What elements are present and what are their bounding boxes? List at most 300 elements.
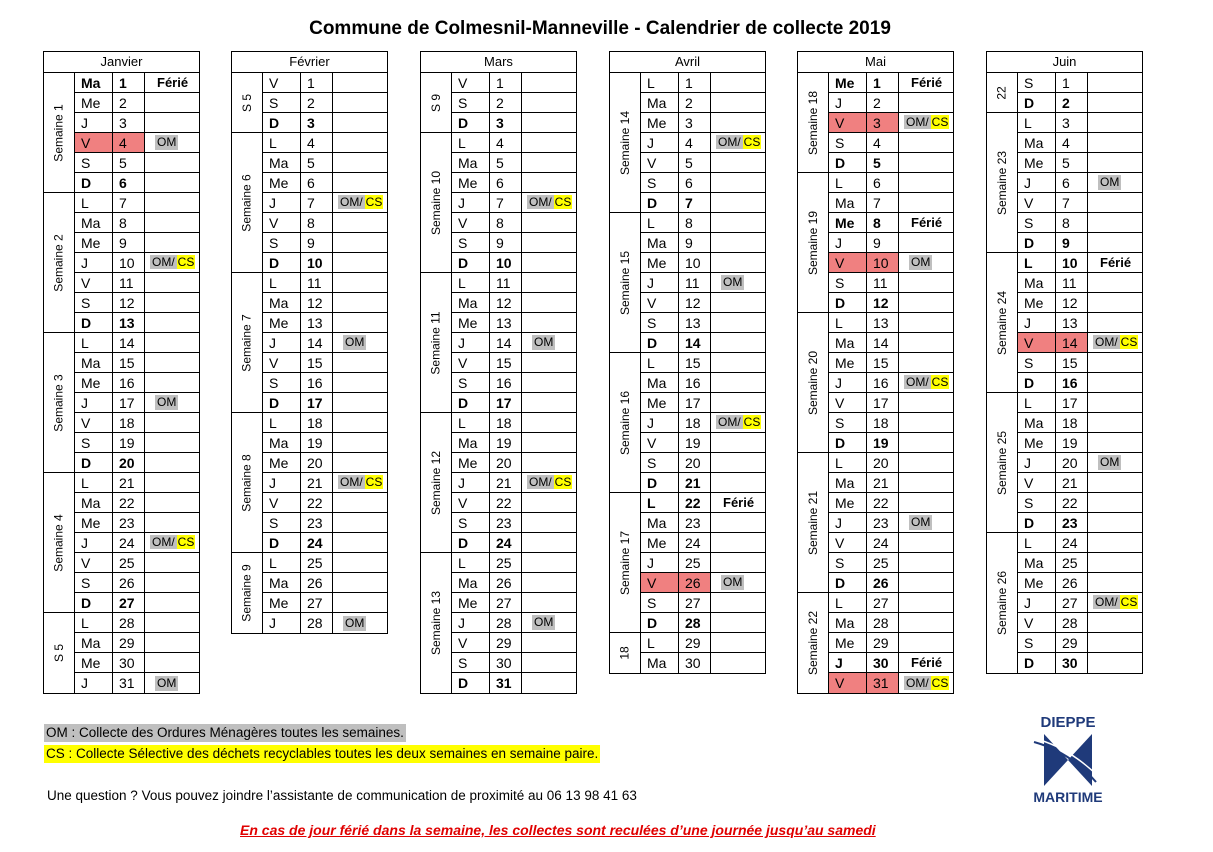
week-label-text: Semaine 10 — [429, 170, 444, 235]
day-row — [1018, 353, 1142, 373]
day-number: 14 — [113, 333, 145, 353]
day-name: L — [452, 413, 490, 433]
day-name: Me — [452, 173, 490, 193]
day-number: 26 — [1056, 573, 1088, 593]
collection-note — [899, 593, 953, 613]
day-name: Me — [452, 313, 490, 333]
day-name: V — [452, 493, 490, 513]
day-row — [75, 513, 199, 533]
day-number: 10 — [1056, 253, 1088, 273]
day-row — [829, 353, 953, 373]
day-row — [452, 413, 576, 433]
day-number: 23 — [1056, 513, 1088, 533]
week-label-text: Semaine 24 — [995, 290, 1010, 355]
day-row — [641, 333, 765, 353]
day-number: 13 — [301, 313, 333, 333]
day-row — [263, 473, 387, 493]
day-name: J — [829, 653, 867, 673]
day-number: 7 — [113, 193, 145, 213]
day-name: J — [263, 473, 301, 493]
day-name: J — [75, 393, 113, 413]
day-number: 31 — [490, 673, 522, 693]
week-label — [44, 473, 74, 613]
day-name: J — [263, 193, 301, 213]
collection-note — [522, 533, 576, 553]
collection-note — [333, 493, 387, 513]
day-row — [829, 413, 953, 433]
collection-note — [333, 573, 387, 593]
day-row — [75, 653, 199, 673]
day-number: 5 — [490, 153, 522, 173]
day-number: 10 — [490, 253, 522, 273]
day-row — [829, 333, 953, 353]
day-name: V — [641, 433, 679, 453]
week-label — [610, 493, 640, 633]
page-title: Commune de Colmesnil-Manneville - Calendrier de collecte 2019 — [309, 18, 891, 39]
collection-note — [522, 233, 576, 253]
day-name: S — [641, 593, 679, 613]
day-row — [75, 393, 199, 413]
month-3 — [609, 51, 766, 674]
collection-note — [522, 73, 576, 93]
day-number: 28 — [867, 613, 899, 633]
day-row — [75, 373, 199, 393]
collection-note — [333, 93, 387, 113]
collection-note — [1088, 593, 1142, 613]
week-label-text: Semaine 26 — [995, 570, 1010, 636]
collection-note — [145, 413, 199, 433]
day-number: 27 — [679, 593, 711, 613]
week-label-text: Semaine 13 — [429, 590, 444, 656]
day-name: S — [1018, 493, 1056, 513]
week-label — [44, 193, 74, 333]
day-row — [452, 573, 576, 593]
collection-note — [711, 273, 765, 293]
day-name: D — [1018, 233, 1056, 253]
day-name: L — [75, 613, 113, 633]
day-row — [829, 193, 953, 213]
day-row — [1018, 553, 1142, 573]
day-row — [75, 633, 199, 653]
day-number: 1 — [679, 73, 711, 93]
week-label — [987, 393, 1017, 533]
week-label-text: Semaine 8 — [240, 453, 254, 512]
day-number: 27 — [1056, 593, 1088, 613]
day-row — [1018, 173, 1142, 193]
day-name: S — [1018, 633, 1056, 653]
om-badge: OM — [723, 275, 743, 289]
day-number: 19 — [1056, 433, 1088, 453]
week-column — [610, 73, 641, 673]
day-row — [641, 573, 765, 593]
day-number: 25 — [679, 553, 711, 573]
week-label — [987, 533, 1017, 673]
collection-note — [522, 613, 576, 633]
collection-note — [145, 73, 199, 93]
day-number: 25 — [301, 553, 333, 573]
day-number: 9 — [113, 233, 145, 253]
day-number: 23 — [490, 513, 522, 533]
day-number: 6 — [1056, 173, 1088, 193]
day-row — [1018, 313, 1142, 333]
month-2 — [420, 51, 577, 694]
collection-note — [333, 433, 387, 453]
day-number: 5 — [113, 153, 145, 173]
om-badge: OM — [534, 615, 554, 629]
dieppe-maritime-logo — [1030, 712, 1106, 804]
day-row — [1018, 253, 1142, 273]
day-row — [641, 133, 765, 153]
day-name: L — [829, 593, 867, 613]
day-number: 8 — [301, 213, 333, 233]
day-row — [263, 513, 387, 533]
collection-note — [333, 393, 387, 413]
day-number: 11 — [113, 273, 145, 293]
day-number: 26 — [490, 573, 522, 593]
week-label — [610, 633, 640, 673]
day-row — [75, 413, 199, 433]
collection-note — [145, 113, 199, 133]
day-name: Me — [1018, 433, 1056, 453]
day-number: 30 — [1056, 653, 1088, 673]
day-number: 10 — [867, 253, 899, 273]
day-row — [641, 553, 765, 573]
collection-note — [899, 113, 953, 133]
week-label — [798, 313, 828, 453]
day-number: 29 — [113, 633, 145, 653]
day-name: Me — [829, 353, 867, 373]
collection-note — [711, 293, 765, 313]
contact-question: Une question ? Vous pouvez joindre l’assistante de communication de proximité au 06 13 98 41 63 — [47, 788, 637, 803]
week-label-text: Semaine 11 — [429, 310, 443, 375]
day-number: 27 — [113, 593, 145, 613]
day-row — [641, 273, 765, 293]
day-row — [641, 373, 765, 393]
collection-note — [711, 233, 765, 253]
collection-note — [145, 453, 199, 473]
week-label — [610, 73, 640, 213]
day-name: D — [641, 613, 679, 633]
week-label-text: Semaine 14 — [618, 110, 633, 175]
collection-note — [333, 373, 387, 393]
week-label-text: S 9 — [428, 93, 443, 112]
collection-note — [711, 113, 765, 133]
day-name: V — [829, 393, 867, 413]
day-number: 2 — [867, 93, 899, 113]
day-row — [641, 393, 765, 413]
collection-note — [333, 553, 387, 573]
day-number: 5 — [1056, 153, 1088, 173]
day-name: V — [1018, 473, 1056, 493]
day-name: L — [641, 493, 679, 513]
collection-note — [522, 173, 576, 193]
day-row — [829, 133, 953, 153]
day-number: 22 — [113, 493, 145, 513]
day-name: Me — [641, 393, 679, 413]
day-number: 11 — [301, 273, 333, 293]
day-row — [452, 73, 576, 93]
collection-note — [333, 473, 387, 493]
collection-note — [522, 373, 576, 393]
collection-note — [333, 193, 387, 213]
day-row — [829, 433, 953, 453]
day-row — [75, 613, 199, 633]
day-row — [641, 413, 765, 433]
day-number: 4 — [867, 133, 899, 153]
day-name: S — [263, 93, 301, 113]
collection-note — [1088, 133, 1142, 153]
collection-note — [1088, 333, 1142, 353]
day-row — [263, 353, 387, 373]
day-number: 11 — [867, 273, 899, 293]
day-number: 7 — [679, 193, 711, 213]
day-name: Ma — [641, 373, 679, 393]
day-name: D — [829, 293, 867, 313]
day-name: S — [263, 513, 301, 533]
collection-note — [899, 413, 953, 433]
day-row — [829, 593, 953, 613]
day-name: L — [263, 133, 301, 153]
day-row — [75, 113, 199, 133]
om-badge: OM — [157, 675, 177, 690]
day-number: 15 — [1056, 353, 1088, 373]
day-row — [452, 253, 576, 273]
day-name: Me — [263, 173, 301, 193]
month-4 — [797, 51, 954, 694]
week-label — [232, 73, 262, 133]
day-name: Me — [829, 493, 867, 513]
day-number: 8 — [1056, 213, 1088, 233]
day-row — [263, 393, 387, 413]
collection-note — [522, 393, 576, 413]
day-name: S — [641, 173, 679, 193]
week-label-text: Semaine 22 — [806, 610, 821, 676]
day-row — [1018, 533, 1142, 553]
day-row — [263, 253, 387, 273]
day-row — [452, 633, 576, 653]
collection-note — [899, 353, 953, 373]
week-label — [421, 73, 451, 133]
day-name: S — [829, 133, 867, 153]
day-row — [1018, 273, 1142, 293]
day-row — [641, 253, 765, 273]
collection-note — [522, 333, 576, 353]
om-badge: OM — [1100, 455, 1120, 469]
day-row — [263, 413, 387, 433]
day-name: Ma — [263, 433, 301, 453]
day-row — [829, 233, 953, 253]
day-number: 22 — [679, 493, 711, 513]
day-name: Me — [829, 73, 867, 93]
day-number: 1 — [113, 73, 145, 93]
day-row — [829, 273, 953, 293]
day-name: J — [829, 373, 867, 393]
collection-note — [1088, 173, 1142, 193]
collection-note — [522, 653, 576, 673]
day-row — [75, 473, 199, 493]
day-name: D — [452, 533, 490, 553]
day-name: S — [75, 293, 113, 313]
day-number: 5 — [867, 153, 899, 173]
collection-note — [522, 473, 576, 493]
day-number: 31 — [867, 673, 899, 693]
week-label-text: Semaine 20 — [806, 350, 821, 415]
day-row — [452, 273, 576, 293]
day-name: J — [1018, 453, 1056, 473]
day-number: 14 — [301, 333, 333, 353]
day-row — [75, 253, 199, 273]
day-row — [75, 453, 199, 473]
day-row — [452, 673, 576, 693]
collection-note — [145, 153, 199, 173]
collection-note — [522, 633, 576, 653]
day-name: L — [641, 213, 679, 233]
day-name: D — [75, 173, 113, 193]
day-row — [75, 313, 199, 333]
day-number: 5 — [301, 153, 333, 173]
week-label — [798, 73, 828, 173]
day-number: 19 — [867, 433, 899, 453]
day-row — [263, 593, 387, 613]
day-number: 23 — [679, 513, 711, 533]
day-row — [75, 353, 199, 373]
day-row — [641, 153, 765, 173]
day-name: V — [452, 353, 490, 373]
day-name: Me — [263, 453, 301, 473]
day-row — [263, 373, 387, 393]
day-name: V — [75, 273, 113, 293]
collection-note — [711, 573, 765, 593]
day-name: J — [829, 513, 867, 533]
day-row — [829, 633, 953, 653]
day-row — [452, 353, 576, 373]
collection-note — [711, 353, 765, 373]
day-name: D — [829, 433, 867, 453]
day-row — [263, 73, 387, 93]
day-row — [263, 433, 387, 453]
day-row — [1018, 233, 1142, 253]
day-name: S — [75, 433, 113, 453]
collection-note — [899, 333, 953, 353]
week-label-text: Semaine 1 — [52, 103, 66, 162]
collection-note — [333, 213, 387, 233]
week-label — [421, 553, 451, 693]
collection-note — [899, 233, 953, 253]
day-number: 24 — [1056, 533, 1088, 553]
day-number: 10 — [301, 253, 333, 273]
day-name: Ma — [829, 193, 867, 213]
day-name: V — [75, 413, 113, 433]
collection-note — [333, 613, 387, 633]
day-name: Ma — [263, 293, 301, 313]
day-row — [641, 293, 765, 313]
collection-note — [711, 73, 765, 93]
day-name: J — [641, 413, 679, 433]
om-cs-badge: OM/ CS — [718, 135, 761, 149]
day-name: Me — [75, 513, 113, 533]
day-number: 2 — [1056, 93, 1088, 113]
day-row — [829, 673, 953, 693]
collection-note — [145, 533, 199, 553]
day-row — [75, 273, 199, 293]
om-cs-badge: OM/ CS — [529, 475, 572, 489]
day-name: V — [829, 253, 867, 273]
collection-note — [1088, 93, 1142, 113]
week-label-text: Semaine 23 — [995, 150, 1010, 215]
day-number: 13 — [867, 313, 899, 333]
day-row — [75, 573, 199, 593]
collection-note — [1088, 253, 1142, 273]
collection-note — [711, 553, 765, 573]
day-name: S — [452, 653, 490, 673]
day-name: J — [452, 333, 490, 353]
day-row — [641, 453, 765, 473]
day-number: 21 — [113, 473, 145, 493]
collection-note — [711, 473, 765, 493]
day-row — [452, 453, 576, 473]
day-number: 13 — [679, 313, 711, 333]
day-name: Ma — [263, 153, 301, 173]
day-row — [263, 453, 387, 473]
day-row — [641, 113, 765, 133]
week-label-text: Semaine 18 — [806, 90, 821, 155]
collection-note — [145, 333, 199, 353]
day-row — [452, 653, 576, 673]
collection-note — [1088, 513, 1142, 533]
day-name: V — [641, 153, 679, 173]
day-row — [263, 173, 387, 193]
week-column — [798, 73, 829, 693]
day-name: J — [452, 193, 490, 213]
collection-note — [1088, 153, 1142, 173]
collection-note — [899, 553, 953, 573]
day-row — [75, 133, 199, 153]
day-number: 21 — [1056, 473, 1088, 493]
collection-note — [145, 193, 199, 213]
day-number: 28 — [301, 613, 333, 633]
day-row — [452, 93, 576, 113]
day-number: 15 — [679, 353, 711, 373]
collection-note — [899, 273, 953, 293]
day-row — [263, 213, 387, 233]
day-number: 11 — [1056, 273, 1088, 293]
day-name: J — [452, 613, 490, 633]
day-number: 27 — [301, 593, 333, 613]
day-name: V — [641, 293, 679, 313]
collection-note — [522, 193, 576, 213]
day-row — [829, 113, 953, 133]
day-row — [452, 473, 576, 493]
day-row — [263, 493, 387, 513]
collection-note — [522, 593, 576, 613]
collection-note — [711, 193, 765, 213]
om-badge: OM — [1100, 175, 1120, 189]
day-name: D — [452, 253, 490, 273]
collection-note — [1088, 433, 1142, 453]
collection-note — [333, 513, 387, 533]
collection-note — [711, 153, 765, 173]
collection-note — [711, 633, 765, 653]
day-row — [641, 633, 765, 653]
day-name: Ma — [75, 353, 113, 373]
day-name: Me — [1018, 293, 1056, 313]
day-row — [641, 213, 765, 233]
day-name: Ma — [829, 333, 867, 353]
day-number: 12 — [113, 293, 145, 313]
week-label — [232, 413, 262, 553]
collection-note — [145, 613, 199, 633]
collection-note — [899, 133, 953, 153]
